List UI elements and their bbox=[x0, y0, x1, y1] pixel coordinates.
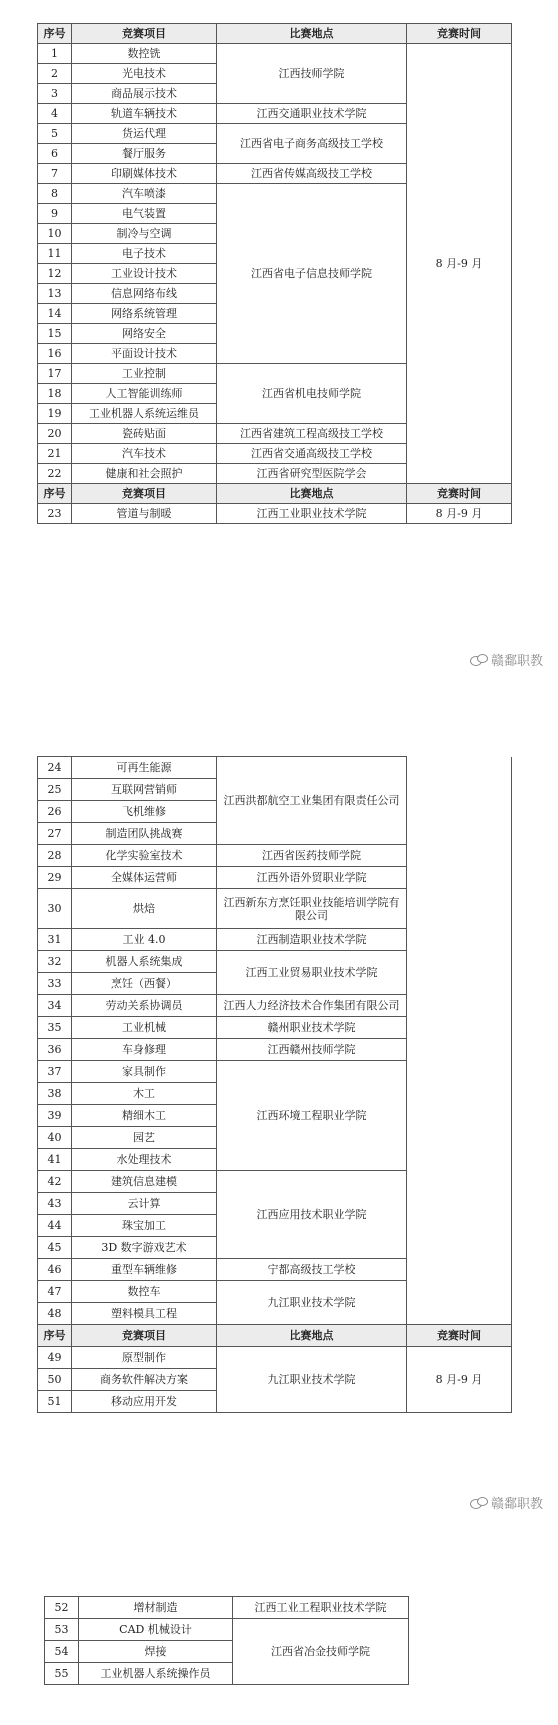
row-num: 13 bbox=[38, 284, 72, 304]
row-item: 工业机器人系统运维员 bbox=[72, 404, 217, 424]
row-num: 7 bbox=[38, 164, 72, 184]
row-item: 网络系统管理 bbox=[72, 304, 217, 324]
row-location: 江西省传媒高级技工学校 bbox=[217, 164, 407, 184]
row-num: 21 bbox=[38, 444, 72, 464]
row-item: 烹饪（西餐） bbox=[72, 973, 217, 995]
row-location: 江西交通职业技术学院 bbox=[217, 104, 407, 124]
row-item: 化学实验室技术 bbox=[72, 845, 217, 867]
row-item: 劳动关系协调员 bbox=[72, 995, 217, 1017]
row-item: 数控车 bbox=[72, 1281, 217, 1303]
row-location: 九江职业技术学院 bbox=[217, 1281, 407, 1325]
row-num: 4 bbox=[38, 104, 72, 124]
wechat-icon bbox=[470, 1497, 488, 1509]
row-num: 18 bbox=[38, 384, 72, 404]
row-location: 江西赣州技师学院 bbox=[217, 1039, 407, 1061]
row-num: 19 bbox=[38, 404, 72, 424]
row-location: 江西应用技术职业学院 bbox=[217, 1171, 407, 1259]
row-item: 建筑信息建模 bbox=[72, 1171, 217, 1193]
row-num: 12 bbox=[38, 264, 72, 284]
row-location: 江西省建筑工程高级技工学校 bbox=[217, 424, 407, 444]
row-num: 41 bbox=[38, 1149, 72, 1171]
row-item: 商务软件解决方案 bbox=[72, 1369, 217, 1391]
row-item: 云计算 bbox=[72, 1193, 217, 1215]
row-location: 宁都高级技工学校 bbox=[217, 1259, 407, 1281]
row-item: 电子技术 bbox=[72, 244, 217, 264]
row-item: 餐厅服务 bbox=[72, 144, 217, 164]
row-time: 8 月-9 月 bbox=[407, 504, 512, 524]
row-location: 江西制造职业技术学院 bbox=[217, 929, 407, 951]
row-time-blank bbox=[409, 1597, 511, 1685]
row-num: 39 bbox=[38, 1105, 72, 1127]
row-num: 55 bbox=[45, 1663, 79, 1685]
row-num: 20 bbox=[38, 424, 72, 444]
row-num: 28 bbox=[38, 845, 72, 867]
row-num: 47 bbox=[38, 1281, 72, 1303]
row-item: 制造团队挑战赛 bbox=[72, 823, 217, 845]
row-num: 53 bbox=[45, 1619, 79, 1641]
row-location: 江西工业贸易职业技术学院 bbox=[217, 951, 407, 995]
row-item: 光电技术 bbox=[72, 64, 217, 84]
wechat-icon bbox=[470, 654, 488, 666]
row-item: 原型制作 bbox=[72, 1347, 217, 1369]
row-item: 数控铣 bbox=[72, 44, 217, 64]
row-num: 9 bbox=[38, 204, 72, 224]
row-num: 33 bbox=[38, 973, 72, 995]
row-num: 23 bbox=[38, 504, 72, 524]
row-item: 汽车技术 bbox=[72, 444, 217, 464]
row-item: 工业控制 bbox=[72, 364, 217, 384]
header-item: 竞赛项目 bbox=[72, 484, 217, 504]
row-item: 工业设计技术 bbox=[72, 264, 217, 284]
row-num: 50 bbox=[38, 1369, 72, 1391]
row-time: 8 月-9 月 bbox=[407, 1347, 512, 1413]
row-item: CAD 机械设计 bbox=[79, 1619, 233, 1641]
row-item: 木工 bbox=[72, 1083, 217, 1105]
row-num: 16 bbox=[38, 344, 72, 364]
watermark bbox=[470, 1493, 543, 1512]
row-location: 江西新东方烹饪职业技能培训学院有限公司 bbox=[217, 889, 407, 929]
row-num: 30 bbox=[38, 889, 72, 929]
row-location: 江西工业职业技术学院 bbox=[217, 504, 407, 524]
row-item: 健康和社会照护 bbox=[72, 464, 217, 484]
header-num: 序号 bbox=[38, 24, 72, 44]
row-item: 烘焙 bbox=[72, 889, 217, 929]
row-item: 轨道车辆技术 bbox=[72, 104, 217, 124]
row-item: 飞机维修 bbox=[72, 801, 217, 823]
row-num: 1 bbox=[38, 44, 72, 64]
watermark bbox=[470, 650, 543, 669]
row-item: 增材制造 bbox=[79, 1597, 233, 1619]
row-item: 移动应用开发 bbox=[72, 1391, 217, 1413]
row-item: 人工智能训练师 bbox=[72, 384, 217, 404]
row-location: 江西省交通高级技工学校 bbox=[217, 444, 407, 464]
row-item: 园艺 bbox=[72, 1127, 217, 1149]
row-item: 制冷与空调 bbox=[72, 224, 217, 244]
row-num: 42 bbox=[38, 1171, 72, 1193]
competition-table-2 bbox=[37, 756, 512, 1413]
row-item: 车身修理 bbox=[72, 1039, 217, 1061]
competition-table-3 bbox=[44, 1596, 511, 1685]
row-location: 江西人力经济技术合作集团有限公司 bbox=[217, 995, 407, 1017]
row-num: 6 bbox=[38, 144, 72, 164]
row-num: 2 bbox=[38, 64, 72, 84]
row-num: 11 bbox=[38, 244, 72, 264]
row-location: 江西省医药技师学院 bbox=[217, 845, 407, 867]
row-num: 48 bbox=[38, 1303, 72, 1325]
row-item: 网络安全 bbox=[72, 324, 217, 344]
row-item: 瓷砖贴面 bbox=[72, 424, 217, 444]
header-item: 竞赛项目 bbox=[72, 1325, 217, 1347]
row-num: 54 bbox=[45, 1641, 79, 1663]
row-num: 35 bbox=[38, 1017, 72, 1039]
row-num: 49 bbox=[38, 1347, 72, 1369]
row-num: 26 bbox=[38, 801, 72, 823]
row-num: 29 bbox=[38, 867, 72, 889]
row-location: 江西省冶金技师学院 bbox=[233, 1619, 409, 1685]
row-item: 塑料模具工程 bbox=[72, 1303, 217, 1325]
row-num: 36 bbox=[38, 1039, 72, 1061]
row-num: 51 bbox=[38, 1391, 72, 1413]
row-item: 机器人系统集成 bbox=[72, 951, 217, 973]
row-item: 货运代理 bbox=[72, 124, 217, 144]
row-num: 3 bbox=[38, 84, 72, 104]
row-num: 32 bbox=[38, 951, 72, 973]
row-location: 九江职业技术学院 bbox=[217, 1347, 407, 1413]
row-item: 信息网络布线 bbox=[72, 284, 217, 304]
row-item: 精细木工 bbox=[72, 1105, 217, 1127]
row-item: 全媒体运营师 bbox=[72, 867, 217, 889]
row-num: 37 bbox=[38, 1061, 72, 1083]
watermark-text: 赣鄱职教 bbox=[491, 654, 544, 669]
row-num: 24 bbox=[38, 757, 72, 779]
row-location: 江西省研究型医院学会 bbox=[217, 464, 407, 484]
row-num: 34 bbox=[38, 995, 72, 1017]
row-num: 46 bbox=[38, 1259, 72, 1281]
watermark-text: 赣鄱职教 bbox=[491, 1497, 544, 1512]
row-num: 27 bbox=[38, 823, 72, 845]
row-item: 3D 数字游戏艺术 bbox=[72, 1237, 217, 1259]
row-location: 江西省电子商务高级技工学校 bbox=[217, 124, 407, 164]
row-item: 互联网营销师 bbox=[72, 779, 217, 801]
row-num: 44 bbox=[38, 1215, 72, 1237]
row-location: 江西省电子信息技师学院 bbox=[217, 184, 407, 364]
row-location: 江西外语外贸职业学院 bbox=[217, 867, 407, 889]
row-item: 汽车喷漆 bbox=[72, 184, 217, 204]
row-item: 电气装置 bbox=[72, 204, 217, 224]
row-item: 工业机器人系统操作员 bbox=[79, 1663, 233, 1685]
header-time: 竞赛时间 bbox=[407, 1325, 512, 1347]
row-location: 江西洪都航空工业集团有限责任公司 bbox=[217, 757, 407, 845]
row-num: 31 bbox=[38, 929, 72, 951]
row-num: 10 bbox=[38, 224, 72, 244]
row-num: 40 bbox=[38, 1127, 72, 1149]
row-item: 管道与制暖 bbox=[72, 504, 217, 524]
row-time-blank bbox=[407, 757, 512, 1325]
row-num: 45 bbox=[38, 1237, 72, 1259]
header-location: 比赛地点 bbox=[217, 1325, 407, 1347]
row-num: 38 bbox=[38, 1083, 72, 1105]
row-num: 14 bbox=[38, 304, 72, 324]
header-location: 比赛地点 bbox=[217, 484, 407, 504]
row-time: 8 月-9 月 bbox=[407, 44, 512, 484]
row-location: 江西环境工程职业学院 bbox=[217, 1061, 407, 1171]
row-item: 商品展示技术 bbox=[72, 84, 217, 104]
row-location: 赣州职业技术学院 bbox=[217, 1017, 407, 1039]
header-time: 竞赛时间 bbox=[407, 24, 512, 44]
row-num: 22 bbox=[38, 464, 72, 484]
row-num: 5 bbox=[38, 124, 72, 144]
row-item: 可再生能源 bbox=[72, 757, 217, 779]
row-num: 8 bbox=[38, 184, 72, 204]
header-item: 竞赛项目 bbox=[72, 24, 217, 44]
row-num: 17 bbox=[38, 364, 72, 384]
row-item: 焊接 bbox=[79, 1641, 233, 1663]
header-time: 竞赛时间 bbox=[407, 484, 512, 504]
row-num: 15 bbox=[38, 324, 72, 344]
header-num: 序号 bbox=[38, 484, 72, 504]
header-num: 序号 bbox=[38, 1325, 72, 1347]
row-location: 江西技师学院 bbox=[217, 44, 407, 104]
competition-table-1 bbox=[37, 23, 512, 524]
header-location: 比赛地点 bbox=[217, 24, 407, 44]
row-num: 43 bbox=[38, 1193, 72, 1215]
row-item: 家具制作 bbox=[72, 1061, 217, 1083]
row-item: 印刷媒体技术 bbox=[72, 164, 217, 184]
row-item: 平面设计技术 bbox=[72, 344, 217, 364]
row-num: 52 bbox=[45, 1597, 79, 1619]
row-item: 珠宝加工 bbox=[72, 1215, 217, 1237]
row-item: 水处理技术 bbox=[72, 1149, 217, 1171]
row-num: 25 bbox=[38, 779, 72, 801]
row-item: 重型车辆维修 bbox=[72, 1259, 217, 1281]
row-item: 工业 4.0 bbox=[72, 929, 217, 951]
row-location: 江西工业工程职业技术学院 bbox=[233, 1597, 409, 1619]
row-location: 江西省机电技师学院 bbox=[217, 364, 407, 424]
row-item: 工业机械 bbox=[72, 1017, 217, 1039]
